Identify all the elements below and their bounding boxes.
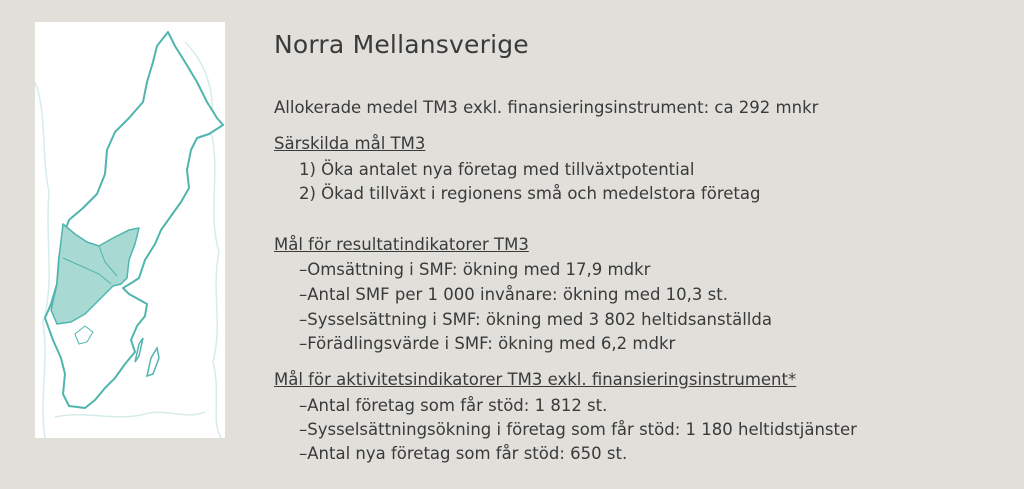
neighbor-coast-west [35,82,49,438]
activity-indicator-1: –Antal företag som får stöd: 1 812 st. [299,396,608,415]
result-indicator-3: –Sysselsättning i SMF: ökning med 3 802 heltidsanställda [299,310,772,329]
result-indicator-2: –Antal SMF per 1 000 invånare: ökning med 10,3 st. [299,285,728,304]
result-indicator-4: –Förädlingsvärde i SMF: ökning med 6,2 mdkr [299,334,676,353]
island-gotland [147,348,159,376]
neighbor-coast-south [55,412,205,417]
activity-indicator-2: –Sysselsättningsökning i företag som får stöd: 1 180 heltidstjänster [299,420,857,439]
sweden-map-svg [35,22,225,438]
result-indicators-heading: Mål för resultatindikatorer TM3 [274,235,529,254]
island-oland [135,338,143,362]
page-title: Norra Mellansverige [274,30,529,59]
activity-indicator-3: –Antal nya företag som får stöd: 650 st. [299,444,628,463]
sweden-map [35,22,225,438]
result-indicator-1: –Omsättning i SMF: ökning med 17,9 mdkr [299,260,651,279]
goal-item-1: 1) Öka antalet nya företag med tillväxtpotential [299,160,695,179]
activity-indicators-heading: Mål för aktivitetsindikatorer TM3 exkl. finansieringsinstrument* [274,370,797,389]
allocated-funds: Allokerade medel TM3 exkl. finansieringsinstrument: ca 292 mnkr [274,98,819,117]
goals-heading: Särskilda mål TM3 [274,134,426,153]
goal-item-2: 2) Ökad tillväxt i regionens små och medelstora företag [299,184,761,203]
sweden-outline [45,32,223,408]
